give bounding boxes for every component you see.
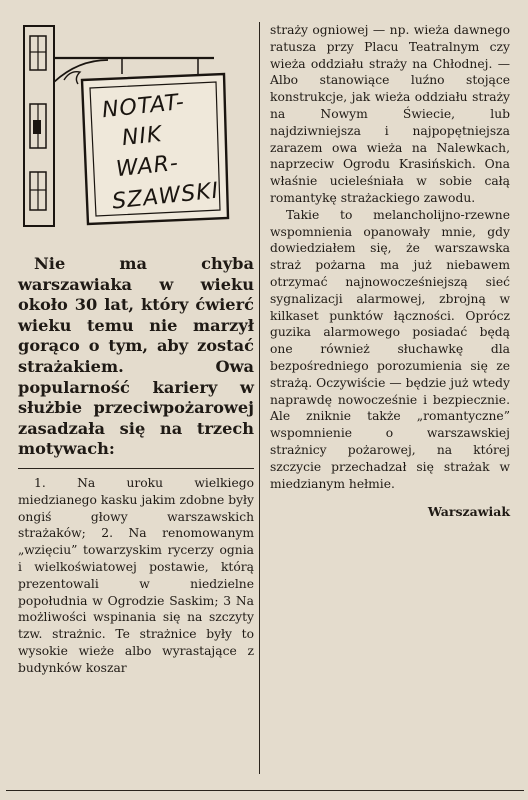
- logo-line-1: NOTAT-: [100, 89, 186, 124]
- lead-paragraph: [18, 254, 254, 460]
- left-body-text: 1. Na uroku wielkiego miedzianego kasku jakim zdobne były ongiś głowy warszawskich strażaków; 2. Na renomowanym „wzięciu” towarzyskim rycerzy ognia i wielkoświatowej postawie, którą prezentowali w niedzielne popołudnia w Ogrodzie Saskim; 3 Na możliwości wspinania się na szczyty tzw. strażnic. Te strażnice były to wysokie wieże albo wyrastające z budynków koszar: [18, 475, 254, 675]
- right-body: [270, 22, 510, 492]
- column-divider: [259, 22, 260, 774]
- right-body-text-1: straży ogniowej — np. wieża dawnego ratusza przy Placu Teatralnym czy wieża oddziału straży na Chłodnej. — Albo stanowiące luźno stojące konstrukcje, jak wieża oddziału straży na Nowym Świecie, lub najdziwniejsza i najpopętniejsza zarazem owa wieża na Nalewkach, naprzeciw Ogrodu Krasińskich. Ona właśnie ucieleśniała w sobie całą romantykę strażackiego zawodu.: [270, 23, 510, 205]
- author-signature: Warszawiak: [427, 504, 510, 520]
- left-body: [18, 475, 254, 677]
- bottom-rule: [6, 790, 524, 791]
- lead-text: Nie ma chyba warszawiaka w wieku około 30 lat, który ćwierć wieku temu nie marzył gorąco o tym, aby zostać strażakiem. Owa popularność kariery w służbie przeciwpożarowej zasadzała się na trzech motywach:: [18, 254, 254, 459]
- left-column: [18, 22, 254, 677]
- notatnik-warszawski-logo: [18, 22, 254, 232]
- logo-line-3: WAR-: [114, 150, 181, 183]
- logo-line-4: SZAWSKI: [110, 178, 221, 215]
- lead-separator: [18, 468, 254, 469]
- right-column: [270, 22, 510, 519]
- right-body-text-2: Takie to melancholijno-rzewne wspomnienia opanowały mnie, gdy dowiedziałem się, że warszawska straż pożarna ma już niebawem otrzymać najnowocześniejszą sieć sygnalizacji alarmowej, zbrojną w kilkaset punktów łączności. Oprócz guzika alarmowego posiadać będą one również słuchawkę dla bezpośredniego porozumienia się ze strażą. Oczywiście — będzie już wtedy naprawdę nowocześnie i bezpiecznie. Ale zniknie także „romantyczne” wspomnienie o warszawskiej strażnicy pożarowej, na której szczycie przechadzał się strażak w miedzianym hełmie.: [270, 207, 510, 491]
- logo-line-2: NIK: [120, 121, 164, 152]
